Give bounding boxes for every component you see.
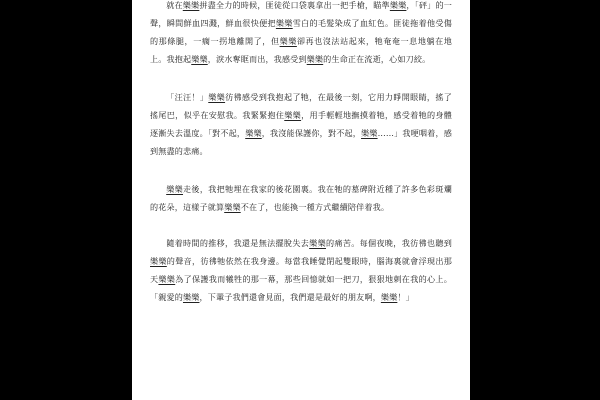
name-highlight: 樂樂 [245, 128, 262, 138]
name-highlight: 樂樂 [224, 202, 241, 212]
name-highlight: 樂樂 [166, 184, 184, 194]
story-paragraph-4: 隨着時間的推移，我還是無法擺脫失去樂樂的痛苦。每個夜晚，我彷彿也聽到樂樂的聲音，彷彿牠依然在我身邊。每當我睡覺閉起雙眼時，腦海裏就會浮現出那天樂樂為了保護我而犧牲的那一幕，那些回憶就如一把刀，狠狠地刺在我的心上。「親愛的樂樂，下輩子我們還會見面，我們還是最好的朋友啊，樂樂！」 [150, 238, 453, 302]
name-highlight: 樂樂 [306, 54, 324, 64]
name-highlight: 樂樂 [191, 54, 208, 64]
name-highlight: 樂樂 [389, 0, 407, 10]
name-highlight: 樂樂 [380, 292, 398, 302]
name-highlight: 樂樂 [284, 110, 302, 120]
document-page [132, 0, 470, 400]
story-paragraph-1: 就在樂樂拼盡全力的時候，匪徒從口袋裏拿出一把手槍，瞄準樂樂，「砰」的一聲，瞬間鮮血四濺，鮮血很快便把樂樂雪白的毛髮染成了血紅色。匪徒拖着他受傷的那條腿，一瘸一拐地離開了，但樂樂卻再也沒法站起來，牠奄奄一息地躺在地上。我抱起樂樂，淚水奪眶而出，我感受到樂樂的生命正在流逝，心如刀絞。 [150, 0, 453, 64]
name-highlight: 樂樂 [361, 128, 378, 138]
name-highlight: 樂樂 [208, 92, 226, 102]
name-highlight: 樂樂 [309, 238, 326, 248]
name-highlight: 樂樂 [182, 292, 200, 302]
name-highlight: 樂樂 [279, 36, 297, 46]
story-paragraph-2: 「汪汪！」樂樂彷彿感受到我抱起了牠，在最後一刻，它用力睜開眼睛，搖了搖尾巴，似乎在安慰我。我緊緊抱住樂樂，用手輕輕地撫摸着牠，感受着牠的身體逐漸失去溫度。「對不起，樂樂，我沒能保護你，對不起，樂樂……」我哽咽着，感到無盡的悲痛。 [150, 92, 452, 156]
name-highlight: 樂樂 [275, 18, 293, 28]
story-paragraph-3: 樂樂走後，我把牠埋在我家的後花園裏。我在牠的墓碑附近種了許多色彩斑斕的花朵，這樣子就算樂樂不在了，也能換一種方式繼續陪伴着我。 [150, 184, 452, 212]
name-highlight: 樂樂 [182, 0, 200, 10]
name-highlight: 樂樂 [150, 256, 167, 266]
name-highlight: 樂樂 [158, 274, 176, 284]
